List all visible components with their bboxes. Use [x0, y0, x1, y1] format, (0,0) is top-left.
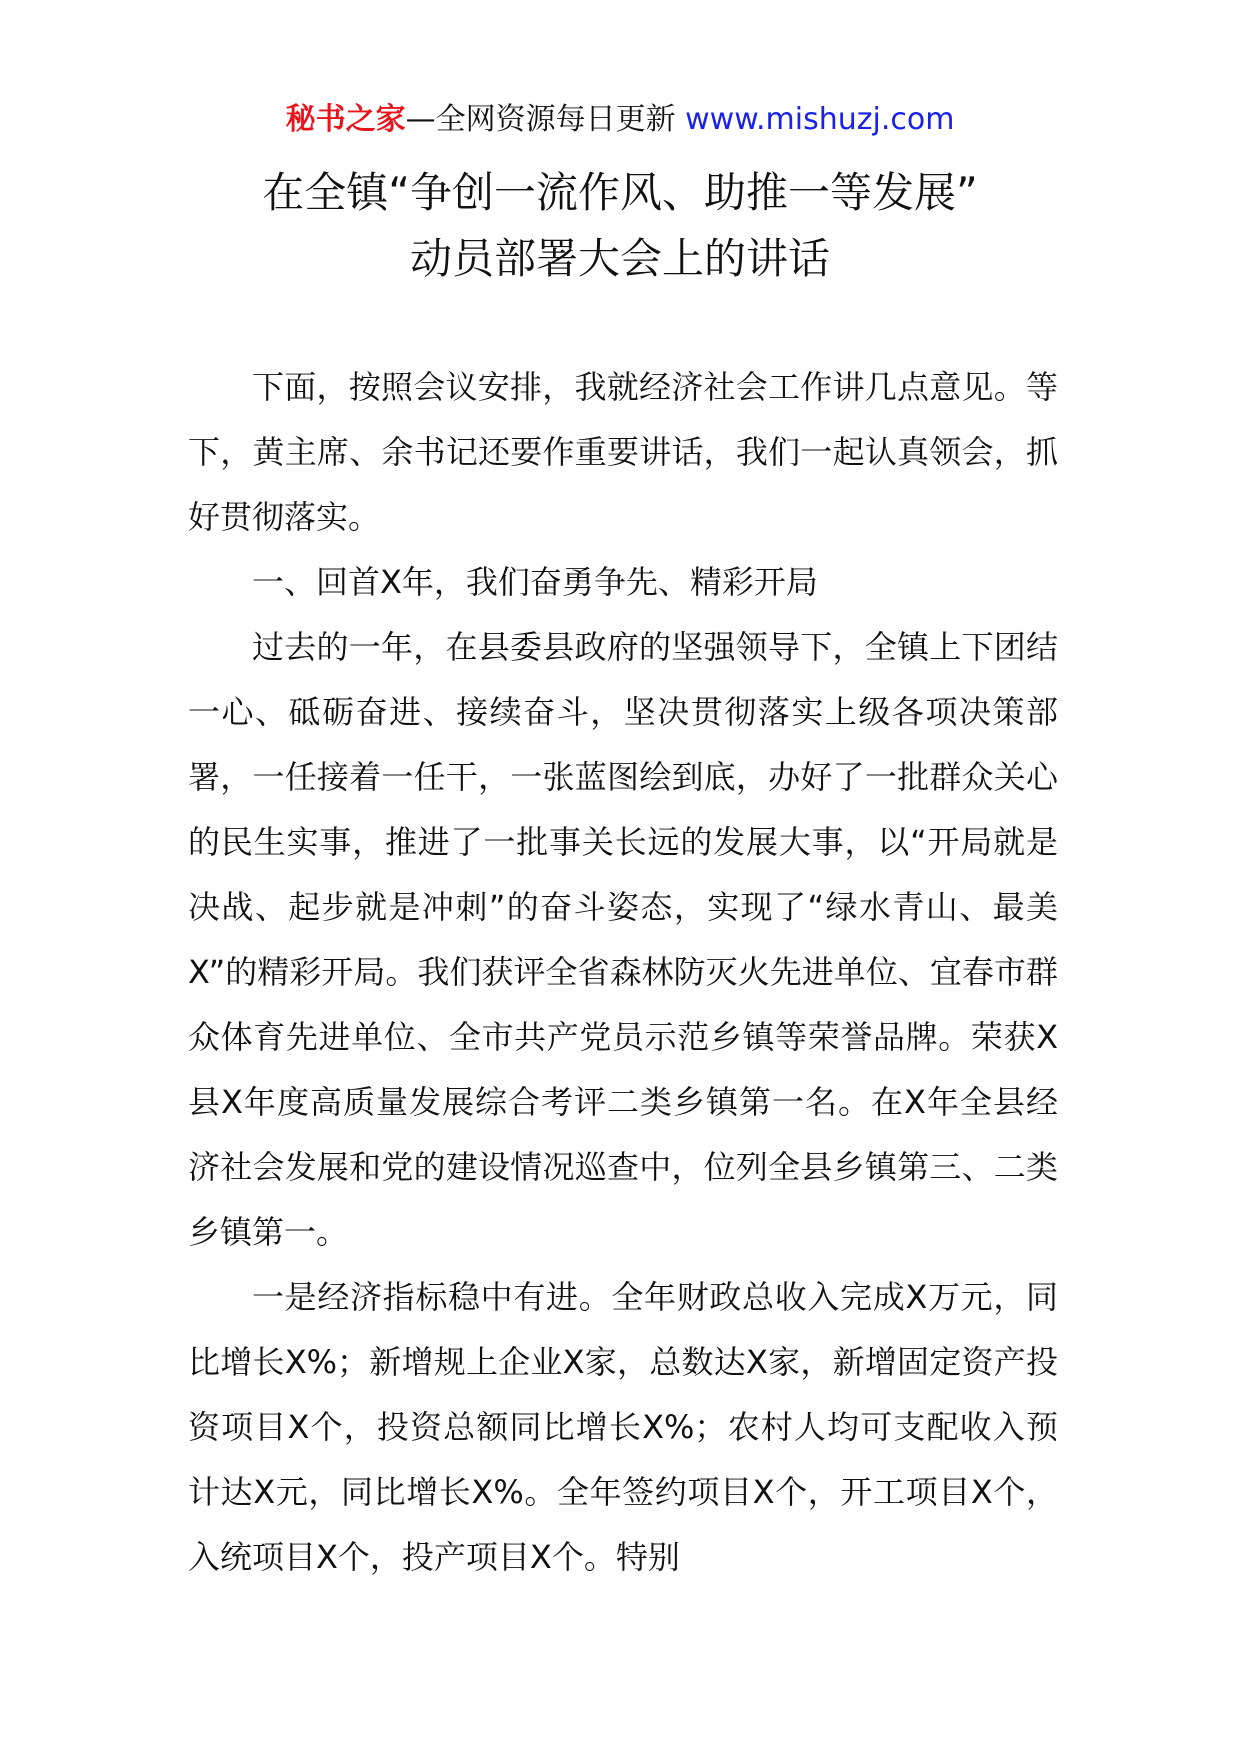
- section-heading-1: 一、回首X年，我们奋勇争先、精彩开局: [252, 563, 818, 601]
- paragraph-economy: 一是经济指标稳中有进。全年财政总收入完成X万元，同比增长X%；新增规上企业X家，总数达X家，新增固定资产投资项目X个，投资总额同比增长X%；农村人均可支配收入预计达X元，同比增长X%。全年签约项目X个，开工项目X个，入统项目X个，投产项目X个。特别: [188, 1278, 1058, 1576]
- title-line-1: 在全镇“争创一流作风、助推一等发展”: [262, 168, 978, 217]
- site-tagline: —全网资源每日更新: [405, 102, 676, 137]
- site-header: [0, 100, 1240, 140]
- document-body: [188, 355, 1058, 1590]
- title-line-2: 动员部署大会上的讲话: [409, 234, 830, 283]
- brand-name: 秘书之家: [285, 102, 406, 137]
- paragraph-intro: 下面，按照会议安排，我就经济社会工作讲几点意见。等下，黄主席、余书记还要作重要讲话，我们一起认真领会，抓好贯彻落实。: [188, 368, 1058, 536]
- document-title: [0, 160, 1240, 292]
- site-url-link[interactable]: www.mishuzj.com: [685, 102, 955, 137]
- paragraph-review: 过去的一年，在县委县政府的坚强领导下，全镇上下团结一心、砥砺奋进、接续奋斗，坚决贯彻落实上级各项决策部署，一任接着一任干，一张蓝图绘到底，办好了一批群众关心的民生实事，推进了一批事关长远的发展大事，以“开局就是决战、起步就是冲刺”的奋斗姿态，实现了“绿水青山、最美X”的精彩开局。我们获评全省森林防灭火先进单位、宜春市群众体育先进单位、全市共产党员示范乡镇等荣誉品牌。荣获X县X年度高质量发展综合考评二类乡镇第一名。在X年全县经济社会发展和党的建设情况巡查中，位列全县乡镇第三、二类乡镇第一。: [188, 628, 1058, 1251]
